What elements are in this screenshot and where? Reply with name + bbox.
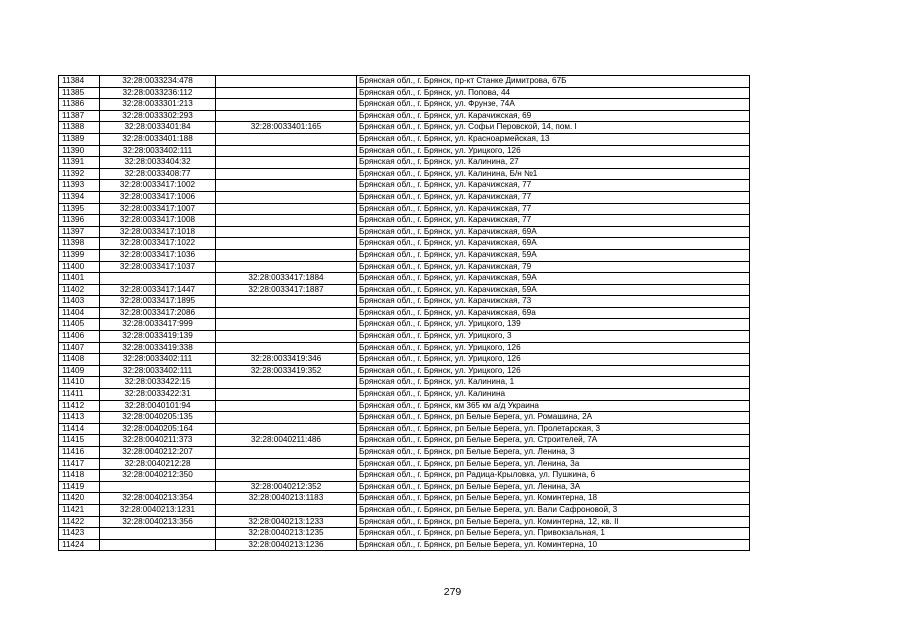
table-row: [59, 180, 750, 192]
table-row: [59, 470, 750, 482]
parent-cadastral-number-cell: 32:28:0033417:1884: [216, 273, 357, 285]
row-number-cell: 11385: [59, 87, 100, 99]
table-row: [59, 354, 750, 366]
address-cell: Брянская обл., г. Брянск, рп Белые Берега, ул. Коминтерна, 18: [357, 493, 750, 505]
cadastral-number-cell: [100, 528, 216, 540]
parent-cadastral-number-cell: [216, 331, 357, 343]
parent-cadastral-number-cell: [216, 458, 357, 470]
address-cell: Брянская обл., г. Брянск, рп Белые Берега, ул. Строителей, 7А: [357, 435, 750, 447]
row-number-cell: 11415: [59, 435, 100, 447]
parent-cadastral-number-cell: [216, 191, 357, 203]
cadastral-number-cell: 32:28:0033417:1895: [100, 296, 216, 308]
cadastral-number-cell: 32:28:0033402:111: [100, 145, 216, 157]
parent-cadastral-number-cell: [216, 319, 357, 331]
address-cell: Брянская обл., г. Брянск, ул. Урицкого, 139: [357, 319, 750, 331]
property-register-table: [58, 75, 750, 551]
table-row: [59, 516, 750, 528]
parent-cadastral-number-cell: 32:28:0033419:352: [216, 365, 357, 377]
address-cell: Брянская обл., г. Брянск, рп Белые Берега, ул. Привокзальная, 1: [357, 528, 750, 540]
row-number-cell: 11390: [59, 145, 100, 157]
table-row: [59, 400, 750, 412]
row-number-cell: 11421: [59, 504, 100, 516]
parent-cadastral-number-cell: [216, 157, 357, 169]
parent-cadastral-number-cell: [216, 504, 357, 516]
address-cell: Брянская обл., г. Брянск, ул. Карачижская, 77: [357, 203, 750, 215]
parent-cadastral-number-cell: [216, 238, 357, 250]
table-row: [59, 249, 750, 261]
cadastral-number-cell: 32:28:0033402:111: [100, 354, 216, 366]
row-number-cell: 11388: [59, 122, 100, 134]
cadastral-number-cell: 32:28:0040213:1231: [100, 504, 216, 516]
cadastral-number-cell: 32:28:0033417:1002: [100, 180, 216, 192]
cadastral-number-cell: [100, 273, 216, 285]
cadastral-number-cell: 32:28:0040213:356: [100, 516, 216, 528]
parent-cadastral-number-cell: [216, 249, 357, 261]
row-number-cell: 11409: [59, 365, 100, 377]
table-row: [59, 365, 750, 377]
address-cell: Брянская обл., г. Брянск, рп Белые Берега, ул. Коминтерна, 12, кв. II: [357, 516, 750, 528]
parent-cadastral-number-cell: 32:28:0033401:165: [216, 122, 357, 134]
row-number-cell: 11406: [59, 331, 100, 343]
cadastral-number-cell: [100, 481, 216, 493]
table-row: [59, 319, 750, 331]
table-row: [59, 412, 750, 424]
table-row: [59, 110, 750, 122]
row-number-cell: 11394: [59, 191, 100, 203]
row-number-cell: 11389: [59, 133, 100, 145]
parent-cadastral-number-cell: 32:28:0040213:1236: [216, 539, 357, 551]
address-cell: Брянская обл., г. Брянск, ул. Урицкого, 126: [357, 145, 750, 157]
parent-cadastral-number-cell: [216, 296, 357, 308]
address-cell: Брянская обл., г. Брянск, ул. Урицкого, 126: [357, 342, 750, 354]
cadastral-number-cell: 32:28:0033236:112: [100, 87, 216, 99]
table-row: [59, 133, 750, 145]
cadastral-number-cell: 32:28:0033417:1037: [100, 261, 216, 273]
table-row: [59, 493, 750, 505]
row-number-cell: 11417: [59, 458, 100, 470]
address-cell: Брянская обл., г. Брянск, ул. Карачижская, 77: [357, 191, 750, 203]
table-body: [59, 76, 750, 551]
table-row: [59, 377, 750, 389]
parent-cadastral-number-cell: [216, 76, 357, 88]
row-number-cell: 11408: [59, 354, 100, 366]
parent-cadastral-number-cell: [216, 377, 357, 389]
address-cell: Брянская обл., г. Брянск, ул. Калинина, 27: [357, 157, 750, 169]
table-row: [59, 296, 750, 308]
table-row: [59, 539, 750, 551]
address-cell: Брянская обл., г. Брянск, ул. Урицкого, 126: [357, 365, 750, 377]
address-cell: Брянская обл., г. Брянск, ул. Карачижская, 59А: [357, 249, 750, 261]
parent-cadastral-number-cell: [216, 226, 357, 238]
row-number-cell: 11392: [59, 168, 100, 180]
row-number-cell: 11412: [59, 400, 100, 412]
table-row: [59, 122, 750, 134]
table-row: [59, 215, 750, 227]
table-row: [59, 145, 750, 157]
address-cell: Брянская обл., г. Брянск, рп Радица-Крыловка, ул. Пушкина, 6: [357, 470, 750, 482]
cadastral-number-cell: 32:28:0033234:478: [100, 76, 216, 88]
row-number-cell: 11416: [59, 447, 100, 459]
cadastral-number-cell: 32:28:0033417:1006: [100, 191, 216, 203]
cadastral-number-cell: 32:28:0033417:1036: [100, 249, 216, 261]
table-row: [59, 87, 750, 99]
cadastral-number-cell: 32:28:0040101:94: [100, 400, 216, 412]
cadastral-number-cell: 32:28:0033417:1022: [100, 238, 216, 250]
address-cell: Брянская обл., г. Брянск, рп Белые Берега, ул. Ромашина, 2А: [357, 412, 750, 424]
address-cell: Брянская обл., г. Брянск, ул. Карачижская, 69А: [357, 226, 750, 238]
page-number: 279: [443, 586, 462, 598]
parent-cadastral-number-cell: [216, 110, 357, 122]
row-number-cell: 11419: [59, 481, 100, 493]
address-cell: Брянская обл., г. Брянск, рп Белые Берега, ул. Вали Сафроновой, 3: [357, 504, 750, 516]
address-cell: Брянская обл., г. Брянск, ул. Карачижская, 59А: [357, 284, 750, 296]
cadastral-number-cell: 32:28:0033417:1018: [100, 226, 216, 238]
cadastral-number-cell: 32:28:0033417:1007: [100, 203, 216, 215]
table-row: [59, 447, 750, 459]
row-number-cell: 11402: [59, 284, 100, 296]
parent-cadastral-number-cell: [216, 99, 357, 111]
row-number-cell: 11393: [59, 180, 100, 192]
table-row: [59, 389, 750, 401]
cadastral-number-cell: 32:28:0033402:111: [100, 365, 216, 377]
parent-cadastral-number-cell: [216, 447, 357, 459]
table-row: [59, 458, 750, 470]
cadastral-number-cell: 32:28:0033417:999: [100, 319, 216, 331]
parent-cadastral-number-cell: [216, 400, 357, 412]
cadastral-number-cell: 32:28:0033422:31: [100, 389, 216, 401]
parent-cadastral-number-cell: [216, 389, 357, 401]
row-number-cell: 11414: [59, 423, 100, 435]
address-cell: Брянская обл., г. Брянск, ул. Калинина: [357, 389, 750, 401]
address-cell: Брянская обл., г. Брянск, ул. Карачижская, 73: [357, 296, 750, 308]
table-row: [59, 157, 750, 169]
row-number-cell: 11395: [59, 203, 100, 215]
cadastral-number-cell: 32:28:0033401:84: [100, 122, 216, 134]
row-number-cell: 11396: [59, 215, 100, 227]
parent-cadastral-number-cell: [216, 133, 357, 145]
parent-cadastral-number-cell: [216, 423, 357, 435]
cadastral-number-cell: 32:28:0033417:1008: [100, 215, 216, 227]
address-cell: Брянская обл., г. Брянск, ул. Красноармейская, 13: [357, 133, 750, 145]
parent-cadastral-number-cell: [216, 470, 357, 482]
cadastral-number-cell: 32:28:0040211:373: [100, 435, 216, 447]
parent-cadastral-number-cell: [216, 180, 357, 192]
row-number-cell: 11398: [59, 238, 100, 250]
cadastral-number-cell: 32:28:0033419:139: [100, 331, 216, 343]
address-cell: Брянская обл., г. Брянск, ул. Калинина, 1: [357, 377, 750, 389]
parent-cadastral-number-cell: 32:28:0040212:352: [216, 481, 357, 493]
row-number-cell: 11397: [59, 226, 100, 238]
parent-cadastral-number-cell: [216, 203, 357, 215]
cadastral-number-cell: 32:28:0033417:1447: [100, 284, 216, 296]
parent-cadastral-number-cell: 32:28:0040213:1183: [216, 493, 357, 505]
row-number-cell: 11420: [59, 493, 100, 505]
parent-cadastral-number-cell: [216, 87, 357, 99]
row-number-cell: 11391: [59, 157, 100, 169]
parent-cadastral-number-cell: [216, 307, 357, 319]
table-row: [59, 528, 750, 540]
parent-cadastral-number-cell: [216, 261, 357, 273]
parent-cadastral-number-cell: 32:28:0040213:1235: [216, 528, 357, 540]
address-cell: Брянская обл., г. Брянск, ул. Карачижская, 69А: [357, 238, 750, 250]
table-row: [59, 504, 750, 516]
table-row: [59, 191, 750, 203]
table-row: [59, 261, 750, 273]
address-cell: Брянская обл., г. Брянск, ул. Карачижская, 77: [357, 180, 750, 192]
parent-cadastral-number-cell: [216, 168, 357, 180]
table-row: [59, 76, 750, 88]
cadastral-number-cell: 32:28:0033408:77: [100, 168, 216, 180]
address-cell: Брянская обл., г. Брянск, рп Белые Берега, ул. Ленина, 3: [357, 447, 750, 459]
row-number-cell: 11410: [59, 377, 100, 389]
address-cell: Брянская обл., г. Брянск, ул. Карачижская, 69: [357, 110, 750, 122]
table-row: [59, 423, 750, 435]
parent-cadastral-number-cell: [216, 145, 357, 157]
table-row: [59, 284, 750, 296]
parent-cadastral-number-cell: 32:28:0040213:1233: [216, 516, 357, 528]
table-row: [59, 168, 750, 180]
row-number-cell: 11399: [59, 249, 100, 261]
address-cell: Брянская обл., г. Брянск, ул. Карачижская, 79: [357, 261, 750, 273]
table-row: [59, 203, 750, 215]
row-number-cell: 11422: [59, 516, 100, 528]
table-row: [59, 331, 750, 343]
row-number-cell: 11386: [59, 99, 100, 111]
cadastral-number-cell: 32:28:0033419:338: [100, 342, 216, 354]
cadastral-number-cell: 32:28:0040212:207: [100, 447, 216, 459]
table-row: [59, 481, 750, 493]
address-cell: Брянская обл., г. Брянск, км 365 км а/д Украина: [357, 400, 750, 412]
address-cell: Брянская обл., г. Брянск, ул. Карачижская, 59А: [357, 273, 750, 285]
row-number-cell: 11405: [59, 319, 100, 331]
row-number-cell: 11413: [59, 412, 100, 424]
address-cell: Брянская обл., г. Брянск, ул. Урицкого, 3: [357, 331, 750, 343]
table-row: [59, 238, 750, 250]
cadastral-number-cell: 32:28:0040212:28: [100, 458, 216, 470]
parent-cadastral-number-cell: [216, 215, 357, 227]
cadastral-number-cell: 32:28:0040205:135: [100, 412, 216, 424]
row-number-cell: 11411: [59, 389, 100, 401]
table-row: [59, 435, 750, 447]
cadastral-number-cell: 32:28:0033301:213: [100, 99, 216, 111]
cadastral-number-cell: 32:28:0033417:2086: [100, 307, 216, 319]
cadastral-number-cell: 32:28:0033401:188: [100, 133, 216, 145]
table-row: [59, 273, 750, 285]
row-number-cell: 11400: [59, 261, 100, 273]
cadastral-number-cell: 32:28:0033302:293: [100, 110, 216, 122]
cadastral-number-cell: 32:28:0033422:15: [100, 377, 216, 389]
cadastral-number-cell: 32:28:0040213:354: [100, 493, 216, 505]
address-cell: Брянская обл., г. Брянск, ул. Попова, 44: [357, 87, 750, 99]
address-cell: Брянская обл., г. Брянск, ул. Карачижская, 69а: [357, 307, 750, 319]
cadastral-number-cell: 32:28:0033404:32: [100, 157, 216, 169]
row-number-cell: 11407: [59, 342, 100, 354]
cadastral-number-cell: 32:28:0040205:164: [100, 423, 216, 435]
parent-cadastral-number-cell: [216, 412, 357, 424]
row-number-cell: 11423: [59, 528, 100, 540]
address-cell: Брянская обл., г. Брянск, рп Белые Берега, ул. Коминтерна, 10: [357, 539, 750, 551]
cadastral-number-cell: [100, 539, 216, 551]
table-row: [59, 226, 750, 238]
table-row: [59, 99, 750, 111]
row-number-cell: 11384: [59, 76, 100, 88]
address-cell: Брянская обл., г. Брянск, рп Белые Берега, ул. Ленина, 3а: [357, 458, 750, 470]
row-number-cell: 11418: [59, 470, 100, 482]
row-number-cell: 11387: [59, 110, 100, 122]
address-cell: Брянская обл., г. Брянск, ул. Калинина, Б/н №1: [357, 168, 750, 180]
address-cell: Брянская обл., г. Брянск, рп Белые Берега, ул. Пролетарская, 3: [357, 423, 750, 435]
cadastral-number-cell: 32:28:0040212:350: [100, 470, 216, 482]
address-cell: Брянская обл., г. Брянск, ул. Урицкого, 126: [357, 354, 750, 366]
table-row: [59, 342, 750, 354]
parent-cadastral-number-cell: 32:28:0033419:346: [216, 354, 357, 366]
address-cell: Брянская обл., г. Брянск, ул. Софьи Перовской, 14, пом. I: [357, 122, 750, 134]
address-cell: Брянская обл., г. Брянск, ул. Карачижская, 77: [357, 215, 750, 227]
row-number-cell: 11424: [59, 539, 100, 551]
table-row: [59, 307, 750, 319]
row-number-cell: 11403: [59, 296, 100, 308]
row-number-cell: 11401: [59, 273, 100, 285]
address-cell: Брянская обл., г. Брянск, рп Белые Берега, ул. Ленина, 3А: [357, 481, 750, 493]
parent-cadastral-number-cell: [216, 342, 357, 354]
row-number-cell: 11404: [59, 307, 100, 319]
parent-cadastral-number-cell: 32:28:0033417:1887: [216, 284, 357, 296]
address-cell: Брянская обл., г. Брянск, пр-кт Станке Димитрова, 67Б: [357, 76, 750, 88]
parent-cadastral-number-cell: 32:28:0040211:486: [216, 435, 357, 447]
address-cell: Брянская обл., г. Брянск, ул. Фрунзе, 74А: [357, 99, 750, 111]
